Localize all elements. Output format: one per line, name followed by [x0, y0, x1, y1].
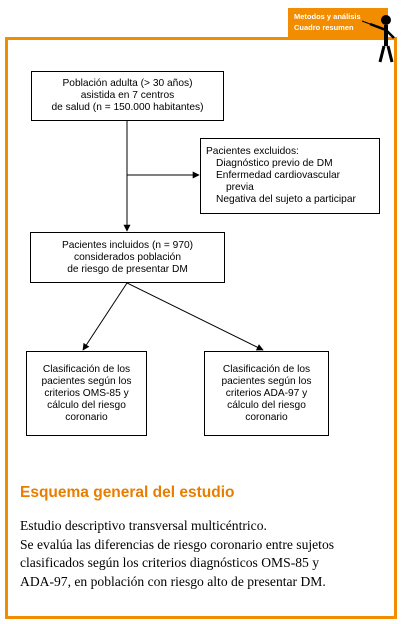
excluded-item: previa — [226, 182, 254, 193]
classification-line: Clasificación de los — [42, 363, 131, 375]
classification-line: Clasificación de los — [222, 363, 311, 375]
included-line: de riesgo de presentar DM — [67, 263, 188, 275]
badge-line-1: Metodos y análisis — [294, 12, 361, 21]
description-line: clasificados según los criterios diagnósticos OMS-85 y — [20, 555, 320, 570]
classification-box-ada — [204, 351, 329, 436]
classification-line: coronario — [245, 411, 288, 423]
classification-line: pacientes según los — [221, 375, 312, 387]
excluded-box — [200, 138, 380, 214]
study-description — [20, 517, 392, 591]
description-line: ADA-97, en población con riesgo alto de presentar DM. — [20, 573, 326, 589]
classification-line: pacientes según los — [41, 375, 132, 387]
description-line: Estudio descriptivo transversal multicéntrico. — [20, 518, 267, 533]
classification-box-oms — [26, 351, 147, 436]
population-box — [31, 71, 224, 121]
population-line: de salud (n = 150.000 habitantes) — [51, 102, 204, 113]
classification-line: cálculo del riesgo — [47, 399, 126, 411]
excluded-heading: Pacientes excluidos: — [206, 146, 299, 157]
included-box — [30, 232, 225, 283]
included-line: considerados población — [73, 251, 182, 263]
excluded-item: Diagnóstico previo de DM — [216, 158, 333, 169]
classification-line: criterios OMS-85 y — [44, 387, 129, 399]
population-line: Población adulta (> 30 años) — [62, 78, 193, 89]
section-title: Esquema general del estudio — [20, 484, 235, 501]
excluded-item: Enfermedad cardiovascular — [216, 170, 341, 181]
classification-line: criterios ADA-97 y — [225, 387, 308, 399]
included-line: Pacientes incluidos (n = 970) — [61, 239, 194, 251]
classification-line: coronario — [65, 411, 108, 423]
population-line: asistida en 7 centros — [80, 90, 175, 101]
excluded-item: Negativa del sujeto a participar — [216, 194, 356, 205]
badge-line-2: Cuadro resumen — [294, 23, 354, 32]
classification-line: cálculo del riesgo — [227, 399, 306, 411]
description-line: Se evalúa las diferencias de riesgo coronario entre sujetos — [20, 536, 335, 552]
